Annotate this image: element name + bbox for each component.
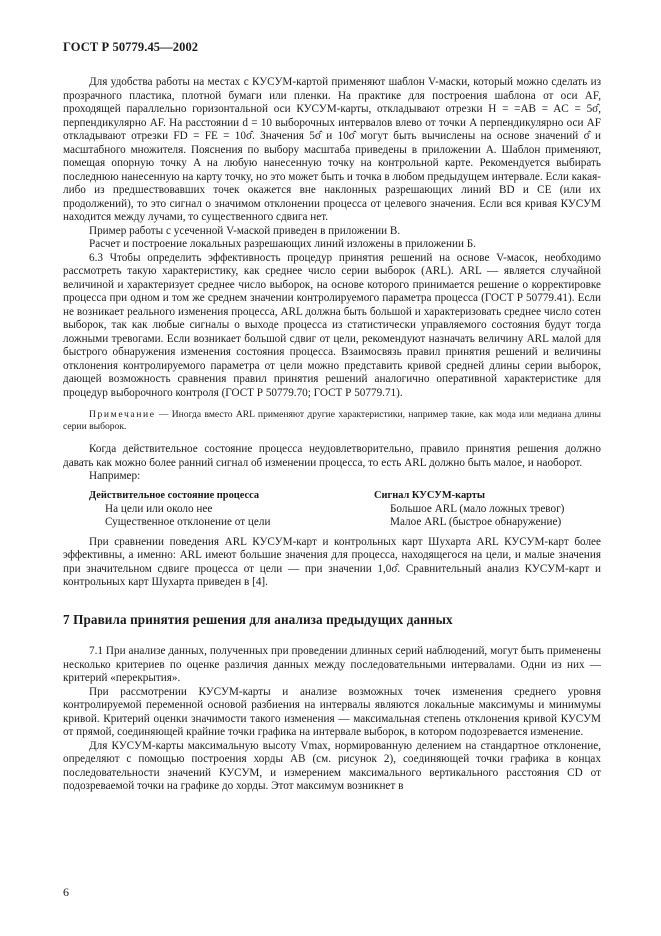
- table-header: Сигнал КУСУМ-карты: [374, 489, 486, 501]
- page-number: 6: [63, 885, 69, 899]
- paragraph: Пример работы с усеченной V-маской приведен в приложении В.: [89, 224, 401, 237]
- paragraph: Когда действительное состояние процесса неудовлетворительно, правило принятия решения должно давать как можно более ранний сигнал об изменении процесса, то есть ARL должно быть малое, и наоборот.: [63, 443, 601, 469]
- note: [63, 409, 601, 433]
- paragraph: Расчет и построение локальных разрешающих линий изложены в приложении Б.: [89, 238, 476, 250]
- table-cell: Большое ARL (мало ложных тревог): [390, 502, 565, 515]
- table-cell: На цели или около нее: [105, 502, 213, 515]
- document-header: ГОСТ Р 50779.45—2002: [63, 40, 199, 54]
- table-header: Действительное состояние процесса: [89, 489, 260, 501]
- body-text: [63, 76, 601, 794]
- table-cell: Существенное отклонение от цели: [105, 516, 271, 528]
- paragraph: Для удобства работы на местах с КУСУМ-картой применяют шаблон V-маски, который можно сделать из прозрачного пластика, плотной бумаги или пленки. На практике для построения шаблона от оси AF, проходящей параллельно горизонтальной оси КУСУМ-карты, откладывают отрезки H = =AB = AC = 5σ̂, перпендикулярно AF. На расстоянии d = 10 выборочных интервалов влево от точки A перпендикулярно оси AF откладывают отрезки FD = FE = 10σ̂. Значения 5σ̂ и 10σ̂ могут быть вычислены на основе значений σ̂ и масштабного множителя. Пояснения по выбору масштаба приведены в приложении А. Шаблон применяют, помещая опорную точку A на любую нанесенную точку на контрольной карте. Рекомендуется выбирать последнюю нанесенную на карту точку, но это может быть и точка в любом предыдущем интервале. Если какая-либо из предшествовавших точек окажется вне наклонных разрешающих линий BD и CE (или их продолжений), то это сигнал о значимом отклонении процесса от целевого значения. Если вся кривая КУСУМ находится между лучами, то существенного сдвига нет.: [63, 76, 601, 223]
- comparison-table: [63, 489, 601, 530]
- note-label: Примечание: [89, 409, 156, 420]
- table-cell: Малое ARL (быстрое обнаружение): [390, 516, 562, 528]
- paragraph: При рассмотрении КУСУМ-карты и анализе возможных точек изменения среднего уровня контролируемой переменной основой разбиения на интервалы являются локальные максимумы и минимумы кривой. Критерий оценки значимости такого изменения — максимальная степень отклонения кривой КУСУМ от прямой, соединяющей крайние точки графика на интервале выборок, в котором подозревается изменение.: [63, 685, 601, 738]
- paragraph: 7.1 При анализе данных, полученных при проведении длинных серий наблюдений, могут быть применены несколько критериев по оценке различия данных между последовательными интервалами. Одни из них — критерий «перекрытия».: [63, 645, 601, 684]
- note-text: — Иногда вместо ARL применяют другие характеристики, например такие, как мода или медиана длины серии выборок.: [63, 409, 601, 432]
- section-heading: 7 Правила принятия решения для анализа предыдущих данных: [63, 611, 453, 627]
- paragraph: Например:: [89, 470, 141, 482]
- table-column-left: [63, 489, 332, 530]
- paragraph: При сравнении поведения ARL КУСУМ-карт и контрольных карт Шухарта ARL КУСУМ-карт более эффективны, а именно: ARL имеют большие значения для процесса, находящегося на цели, и малые значения при значительном сдвиге процесса от цели — при значении 1,0σ̂. Сравнительный анализ КУСУМ-карт и контрольных карт Шухарта приведен в [4].: [63, 535, 601, 588]
- table-column-right: [332, 489, 601, 530]
- paragraph: 6.3 Чтобы определить эффективность процедур принятия решений на основе V-масок, необходимо рассмотреть такую характеристику, как среднее число серии выборок (ARL). ARL — является случайной величиной и характеризует среднее число выборок, на основе которого принимается решение о корректировке процесса при одном и том же среднем значении контролируемого параметра процесса (ГОСТ Р 50779.41). Если не возникает реального изменения процесса, ARL должна быть большой и характеризовать среднее число сотен выборок, так как любые сигналы о выходе процесса из статистически управляемого состояния будут тогда ложными тревогами. Если возникает большой сдвиг от цели, рекомендуют назначать величину ARL малой для быстрого обнаружения изменения состояния процесса. Взаимосвязь правил принятия решений и величины отклонения контролируемого параметра от цели можно представить кривой средней длины серии выборок, дающей возможность сравнения правил принятия решений аналогично оперативной характеристике для процедур выборочного контроля (ГОСТ Р 50779.70; ГОСТ Р 50779.71).: [63, 251, 601, 399]
- paragraph: Для КУСУМ-карты максимальную высоту Vmax, нормированную делением на стандартное отклонение, определяют с помощью построения хорды AB (см. рисунок 2), соединяющей точки графика в концах последовательности значений КУСУМ, и измерением максимального вертикального расстояния CD от подозреваемой точки на графике до хорды. Этот максимум возникнет в: [63, 739, 601, 792]
